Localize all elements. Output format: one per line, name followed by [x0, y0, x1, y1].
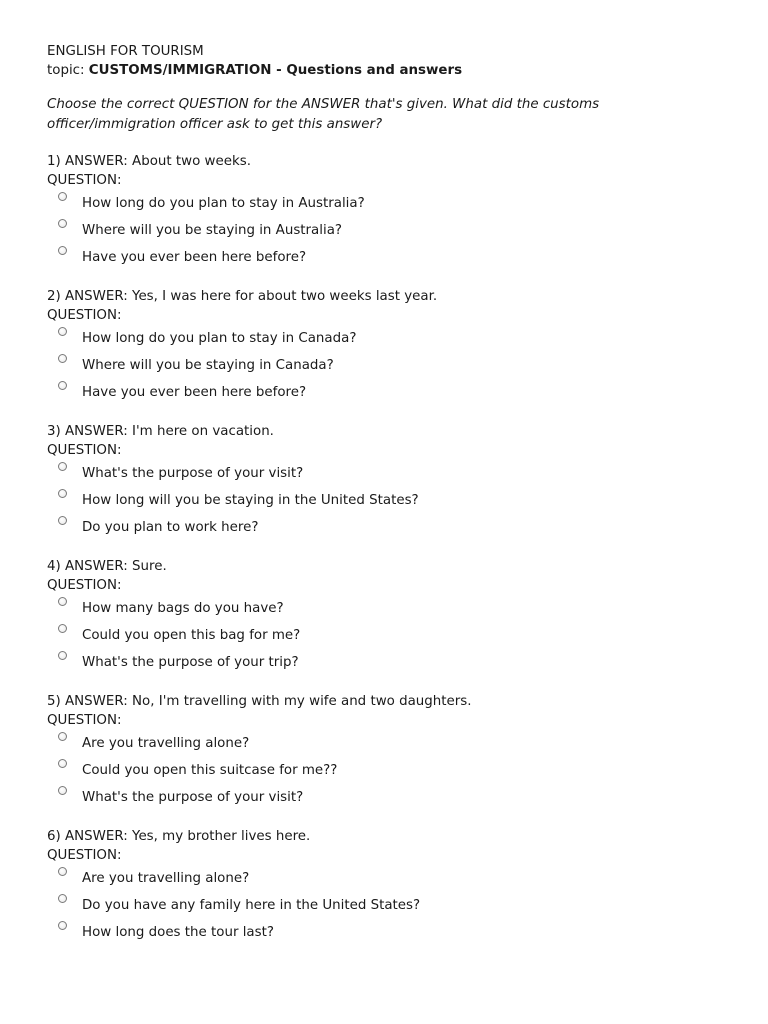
option-label: Are you travelling alone? [82, 736, 250, 751]
option-label: How long will you be staying in the United States? [82, 493, 419, 508]
radio-button[interactable] [58, 894, 67, 903]
radio-button[interactable] [58, 651, 67, 660]
option-row[interactable] [47, 244, 747, 271]
question-label: QUESTION: [47, 443, 122, 458]
question-block [47, 692, 747, 811]
option-label: How many bags do you have? [82, 601, 284, 616]
option-row[interactable] [47, 622, 747, 649]
option-row[interactable] [47, 730, 747, 757]
option-label: How long does the tour last? [82, 925, 274, 940]
option-row[interactable] [47, 325, 747, 352]
question-block [47, 827, 747, 946]
worksheet [47, 42, 747, 946]
radio-button[interactable] [58, 219, 67, 228]
option-row[interactable] [47, 865, 747, 892]
option-label: Do you plan to work here? [82, 520, 259, 535]
option-row[interactable] [47, 595, 747, 622]
topic-line [47, 61, 747, 80]
option-label: Could you open this bag for me? [82, 628, 301, 643]
question-label: QUESTION: [47, 308, 122, 323]
radio-button[interactable] [58, 759, 67, 768]
radio-button[interactable] [58, 462, 67, 471]
option-label: What's the purpose of your trip? [82, 655, 299, 670]
option-row[interactable] [47, 649, 747, 676]
answer-text: 1) ANSWER: About two weeks. [47, 154, 251, 169]
course-title: ENGLISH FOR TOURISM [47, 44, 204, 59]
radio-button[interactable] [58, 867, 67, 876]
option-row[interactable] [47, 487, 747, 514]
option-row[interactable] [47, 352, 747, 379]
option-label: Could you open this suitcase for me?? [82, 763, 338, 778]
topic-title: CUSTOMS/IMMIGRATION - Questions and answers [88, 63, 463, 78]
option-row[interactable] [47, 379, 747, 406]
option-label: Have you ever been here before? [82, 250, 307, 265]
question-label: QUESTION: [47, 713, 122, 728]
option-label: Have you ever been here before? [82, 385, 307, 400]
radio-button[interactable] [58, 327, 67, 336]
option-row[interactable] [47, 919, 747, 946]
option-row[interactable] [47, 514, 747, 541]
question-label: QUESTION: [47, 848, 122, 863]
instructions: Choose the correct QUESTION for the ANSWER that's given. What did the customs officer/immigration officer ask to get this answer? [47, 97, 600, 132]
option-row[interactable] [47, 190, 747, 217]
option-label: Do you have any family here in the United States? [82, 898, 421, 913]
question-block [47, 422, 747, 541]
question-label: QUESTION: [47, 173, 122, 188]
answer-text: 3) ANSWER: I'm here on vacation. [47, 424, 274, 439]
answer-text: 2) ANSWER: Yes, I was here for about two weeks last year. [47, 289, 438, 304]
option-row[interactable] [47, 217, 747, 244]
option-label: Where will you be staying in Canada? [82, 358, 334, 373]
radio-button[interactable] [58, 381, 67, 390]
radio-button[interactable] [58, 489, 67, 498]
question-label: QUESTION: [47, 578, 122, 593]
option-row[interactable] [47, 460, 747, 487]
radio-button[interactable] [58, 921, 67, 930]
radio-button[interactable] [58, 786, 67, 795]
question-list [47, 152, 747, 946]
option-label: Where will you be staying in Australia? [82, 223, 343, 238]
answer-text: 5) ANSWER: No, I'm travelling with my wife and two daughters. [47, 694, 472, 709]
option-row[interactable] [47, 757, 747, 784]
topic-prefix: topic: [47, 63, 89, 78]
question-block [47, 152, 747, 271]
option-label: What's the purpose of your visit? [82, 790, 304, 805]
radio-button[interactable] [58, 624, 67, 633]
radio-button[interactable] [58, 354, 67, 363]
option-label: How long do you plan to stay in Canada? [82, 331, 357, 346]
radio-button[interactable] [58, 516, 67, 525]
answer-text: 6) ANSWER: Yes, my brother lives here. [47, 829, 311, 844]
option-label: Are you travelling alone? [82, 871, 250, 886]
radio-button[interactable] [58, 192, 67, 201]
option-label: What's the purpose of your visit? [82, 466, 304, 481]
option-label: How long do you plan to stay in Australia? [82, 196, 365, 211]
answer-text: 4) ANSWER: Sure. [47, 559, 167, 574]
radio-button[interactable] [58, 597, 67, 606]
radio-button[interactable] [58, 732, 67, 741]
option-row[interactable] [47, 892, 747, 919]
option-row[interactable] [47, 784, 747, 811]
question-block [47, 557, 747, 676]
question-block [47, 287, 747, 406]
radio-button[interactable] [58, 246, 67, 255]
